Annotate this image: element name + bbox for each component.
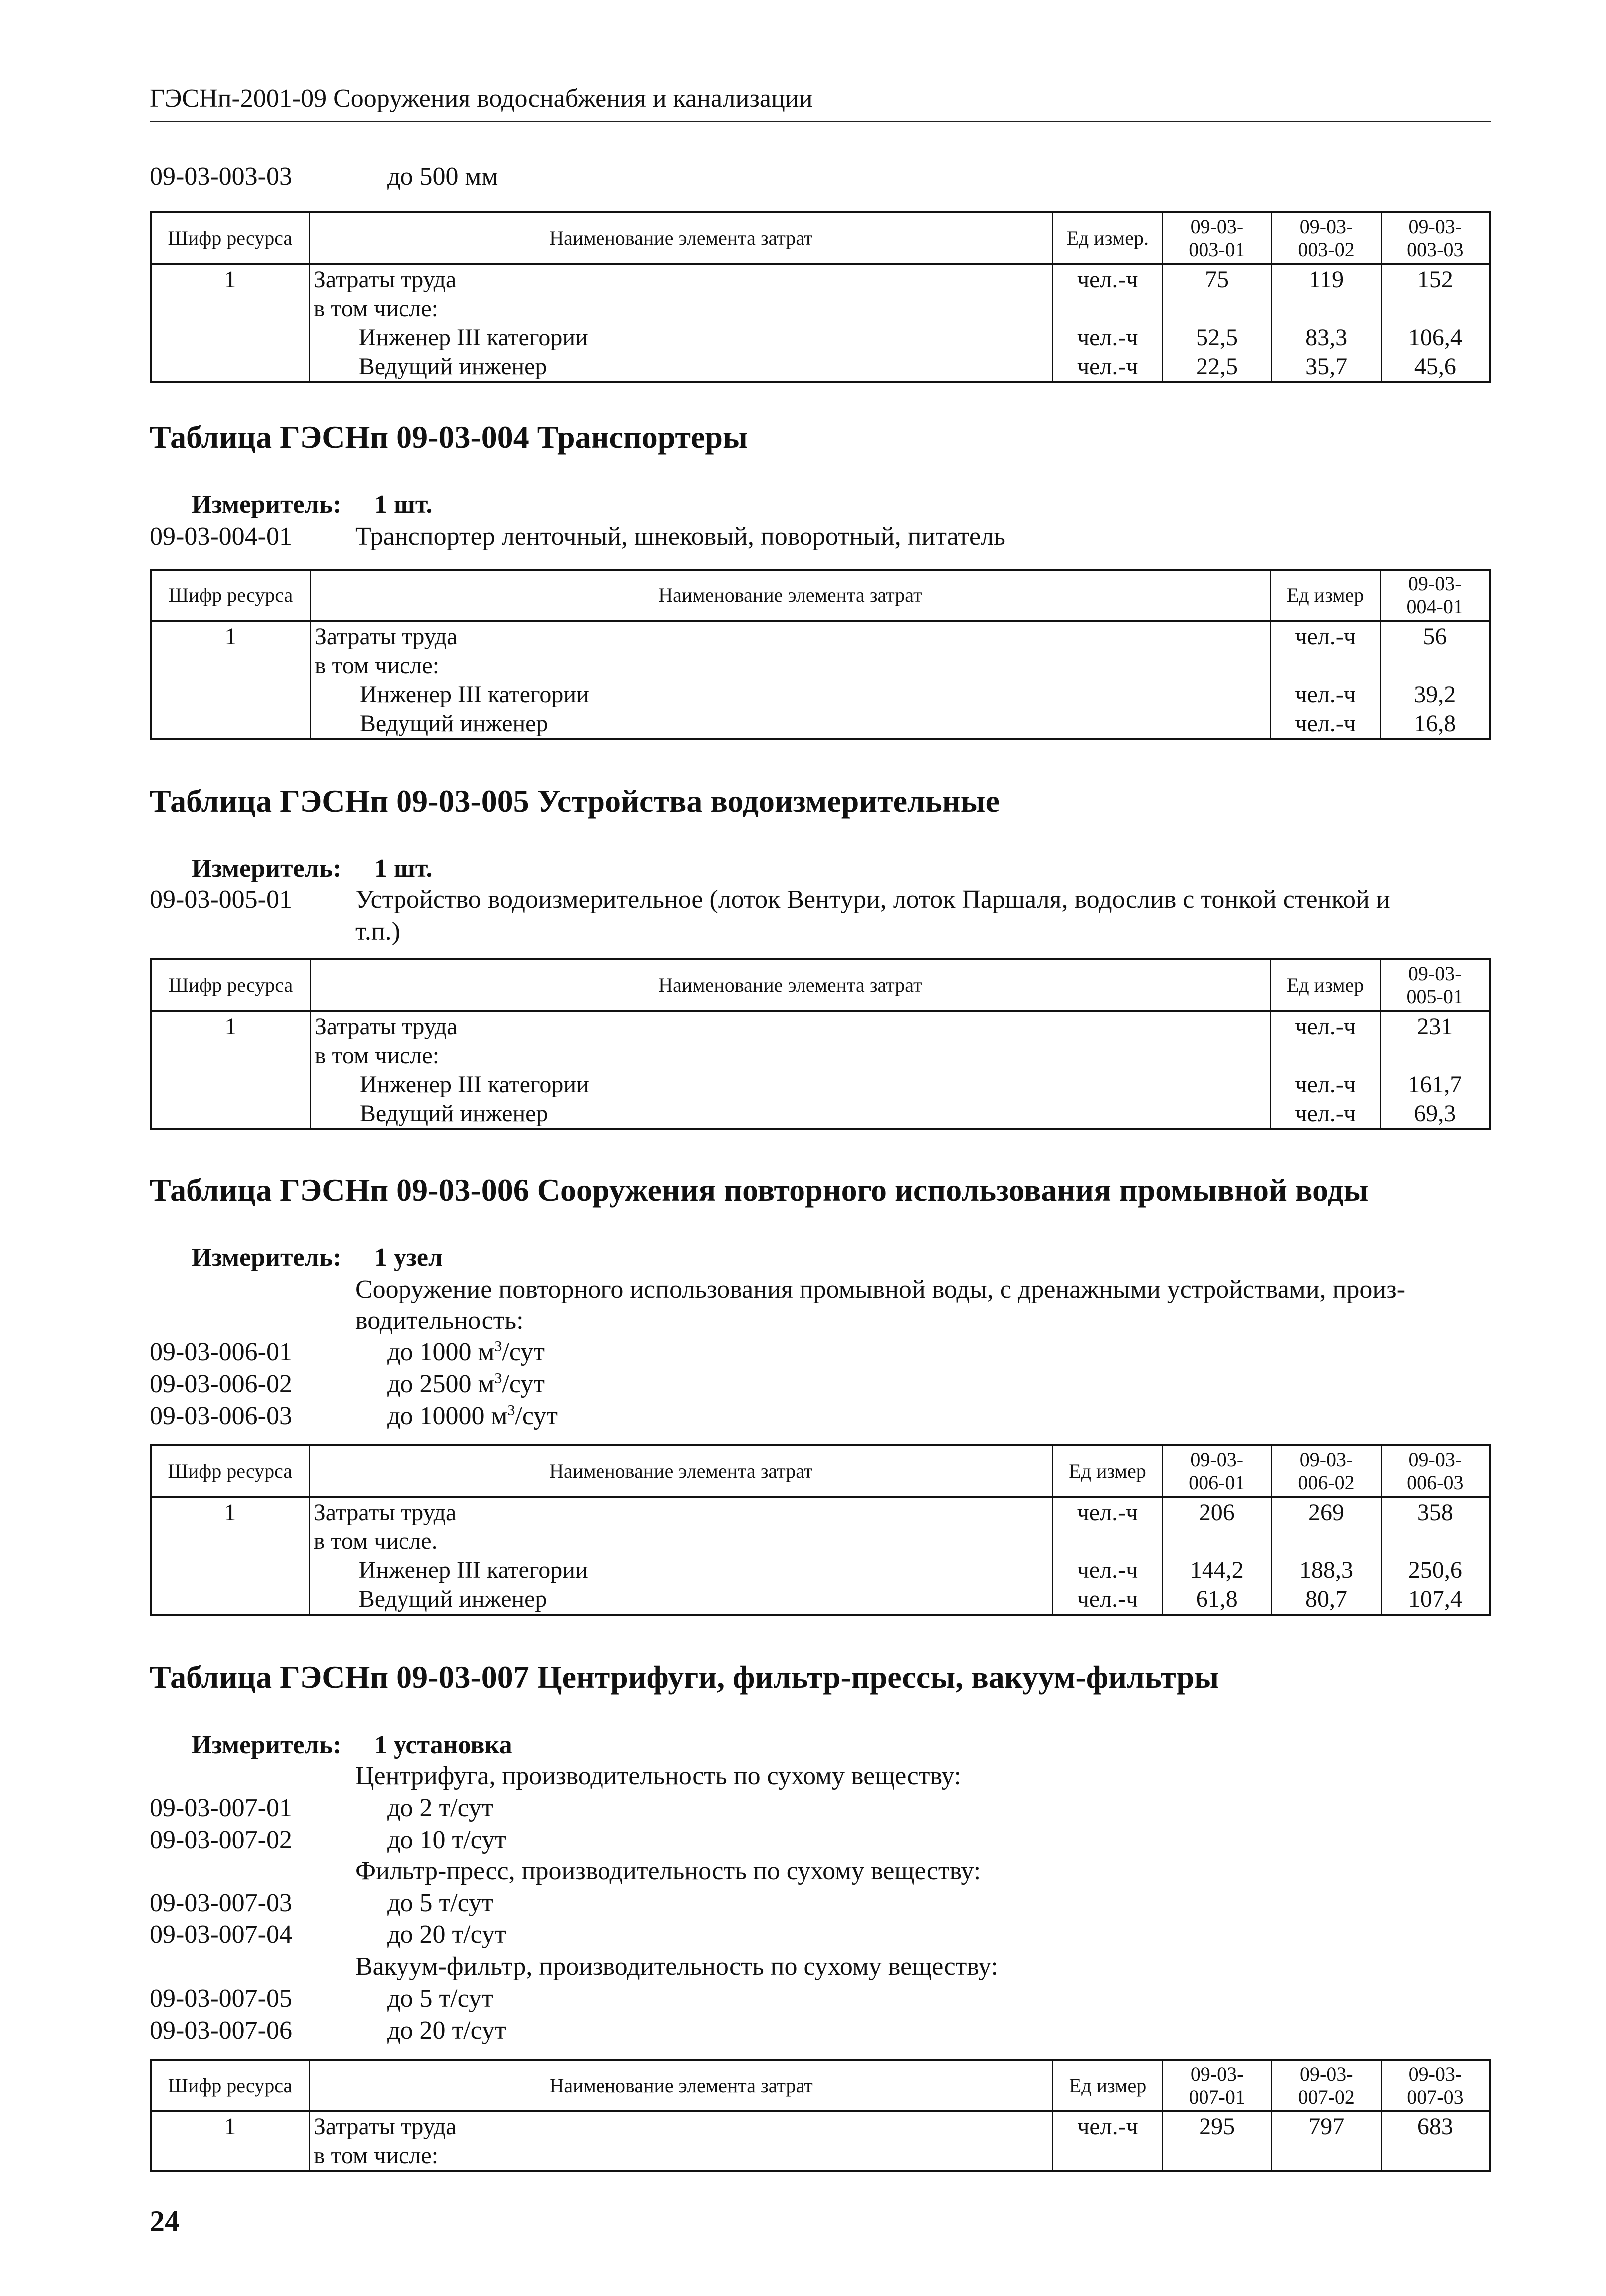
cell-value: 35,7 (1272, 352, 1381, 382)
item-text: до 2 т/сут (387, 1794, 493, 1822)
item-text: до 2500 $м^3$/сут (387, 1370, 545, 1398)
table-row (151, 709, 1490, 739)
row-label: Ведущий инженер (310, 709, 1270, 739)
item-text: до 20 т/сут (387, 1920, 506, 1949)
resource-code: 1 (151, 264, 309, 294)
col-header-norm: 09-03- 005-01 (1380, 959, 1490, 1011)
row-unit: чел.-ч (1270, 1099, 1381, 1129)
col-header-unit: Ед измер (1270, 570, 1381, 621)
item-text: т.п.) (355, 917, 400, 946)
col-header-norm: 09-03- 003-02 (1272, 212, 1381, 264)
cell-value: 144,2 (1162, 1556, 1271, 1585)
cell-value: 22,5 (1162, 352, 1271, 382)
row-label: Инженер III категории (310, 680, 1270, 709)
cell-value: 75 (1162, 264, 1271, 294)
meter-label: Измеритель: (192, 490, 342, 519)
cell-value: 69,3 (1380, 1099, 1490, 1129)
table-row (151, 1556, 1490, 1585)
running-header: ГЭСНп-2001-09 Сооружения водоснабжения и канализации (150, 84, 813, 113)
row-label: Инженер III категории (310, 1070, 1270, 1099)
cell-value: 52,5 (1162, 323, 1271, 352)
group-description: водительность: (355, 1306, 524, 1335)
cell-value: 161,7 (1380, 1070, 1490, 1099)
item-code: 09-03-007-02 (150, 1826, 292, 1854)
table-row (151, 1585, 1490, 1615)
cell-value: 80,7 (1271, 1585, 1381, 1615)
row-unit: чел.-ч (1270, 1011, 1381, 1041)
item-text: Транспортер ленточный, шнековый, поворотный, питатель (355, 522, 1005, 551)
cell-value: 250,6 (1381, 1556, 1490, 1585)
item-text: до 10000 $м^3$/сут (387, 1402, 558, 1430)
table-row (151, 294, 1490, 323)
col-header-code: Шифр ресурса (151, 212, 309, 264)
table-title: Таблица ГЭСНп 09-03-007 Центрифуги, фильтр-прессы, вакуум-фильтры (150, 1659, 1219, 1695)
row-unit: чел.-ч (1270, 621, 1381, 651)
group-label: Центрифуга, производительность по сухому веществу: (355, 1762, 961, 1790)
table-row (151, 680, 1490, 709)
col-header-unit: Ед измер. (1053, 212, 1162, 264)
row-unit: чел.-ч (1053, 1497, 1162, 1527)
cell-value: 152 (1381, 264, 1490, 294)
resource-code: 1 (151, 1497, 309, 1527)
cell-value: 45,6 (1381, 352, 1490, 382)
col-header-code: Шифр ресурса (151, 1445, 309, 1497)
meter-value: 1 шт. (374, 490, 433, 519)
cell-value: 106,4 (1381, 323, 1490, 352)
col-header-name: Наименование элемента затрат (310, 959, 1270, 1011)
row-unit: чел.-ч (1053, 1585, 1162, 1615)
resource-table-005 (150, 958, 1491, 1130)
item-text: до 5 т/сут (387, 1889, 493, 1917)
row-label: в том числе: (309, 2141, 1053, 2171)
resource-code: 1 (151, 2111, 309, 2141)
cell-value: 56 (1380, 621, 1490, 651)
cell-value: 269 (1271, 1497, 1381, 1527)
row-label: Затраты труда (309, 264, 1053, 294)
item-text: до 1000 $м^3$/сут (387, 1338, 545, 1366)
meter-value: 1 шт. (374, 854, 433, 883)
row-label: в том числе. (309, 1527, 1053, 1556)
group-label: Вакуум-фильтр, производительность по сухому веществу: (355, 1952, 998, 1981)
row-label: Ведущий инженер (310, 1099, 1270, 1129)
resource-table-006 (150, 1444, 1491, 1616)
col-header-name: Наименование элемента затрат (310, 570, 1270, 621)
item-text: до 500 мм (387, 162, 498, 191)
resource-table-003 (150, 211, 1491, 383)
table-title: Таблица ГЭСНп 09-03-004 Транспортеры (150, 419, 748, 455)
table-row (151, 651, 1490, 680)
cell-value: 231 (1380, 1011, 1490, 1041)
col-header-norm: 09-03- 007-03 (1381, 2060, 1490, 2111)
item-code: 09-03-007-05 (150, 1984, 292, 2013)
cell-value: 797 (1272, 2111, 1381, 2141)
col-header-code: Шифр ресурса (151, 2060, 309, 2111)
row-label: Затраты труда (310, 1011, 1270, 1041)
meter-label: Измеритель: (192, 1243, 342, 1272)
col-header-name: Наименование элемента затрат (309, 2060, 1053, 2111)
col-header-unit: Ед измер (1053, 1445, 1162, 1497)
col-header-norm: 09-03- 007-01 (1163, 2060, 1272, 2111)
table-row (151, 1099, 1490, 1129)
row-label: в том числе: (310, 651, 1270, 680)
row-unit: чел.-ч (1053, 2111, 1162, 2141)
cell-value: 206 (1162, 1497, 1271, 1527)
col-header-name: Наименование элемента затрат (309, 212, 1053, 264)
row-unit: чел.-ч (1053, 1556, 1162, 1585)
item-text: Устройство водоизмерительное (лоток Вентури, лоток Паршаля, водослив с тонкой стенкой и (355, 885, 1390, 914)
row-unit: чел.-ч (1053, 352, 1162, 382)
col-header-norm: 09-03- 006-02 (1271, 1445, 1381, 1497)
row-unit: чел.-ч (1270, 680, 1381, 709)
col-header-unit: Ед измер (1053, 2060, 1162, 2111)
col-header-norm: 09-03- 003-03 (1381, 212, 1490, 264)
row-label: в том числе: (310, 1041, 1270, 1070)
row-unit: чел.-ч (1270, 709, 1381, 739)
table-row (151, 323, 1490, 352)
table-title: Таблица ГЭСНп 09-03-005 Устройства водоизмерительные (150, 783, 1000, 819)
row-label: Затраты труда (309, 2111, 1053, 2141)
meter-value: 1 узел (374, 1243, 443, 1272)
page-number: 24 (150, 2205, 180, 2238)
table-row (151, 264, 1490, 294)
item-code: 09-03-003-03 (150, 162, 292, 191)
table-row (151, 1011, 1490, 1041)
item-text: до 20 т/сут (387, 2016, 506, 2045)
col-header-norm: 09-03- 004-01 (1380, 570, 1490, 621)
table-row (151, 1527, 1490, 1556)
table-row (151, 2141, 1490, 2171)
col-header-norm: 09-03- 003-01 (1162, 212, 1271, 264)
resource-code: 1 (151, 621, 310, 651)
row-unit: чел.-ч (1270, 1070, 1381, 1099)
cell-value: 358 (1381, 1497, 1490, 1527)
item-text: до 5 т/сут (387, 1984, 493, 2013)
resource-table-007 (150, 2059, 1491, 2172)
row-label: Затраты труда (309, 1497, 1053, 1527)
header-rule (150, 121, 1491, 122)
cell-value: 107,4 (1381, 1585, 1490, 1615)
table-row (151, 2111, 1490, 2141)
item-text: до 10 т/сут (387, 1826, 506, 1854)
col-header-code: Шифр ресурса (151, 570, 310, 621)
cell-value: 39,2 (1380, 680, 1490, 709)
table-title: Таблица ГЭСНп 09-03-006 Сооружения повторного использования промывной воды (150, 1172, 1369, 1208)
group-description: Сооружение повторного использования промывной воды, с дренажными устройствами, произ- (355, 1275, 1405, 1304)
item-code: 09-03-006-01 (150, 1338, 292, 1366)
item-code: 09-03-007-04 (150, 1920, 292, 1949)
meter-value: 1 установка (374, 1731, 512, 1759)
col-header-norm: 09-03- 006-01 (1162, 1445, 1271, 1497)
meter-label: Измеритель: (192, 854, 342, 883)
meter-label: Измеритель: (192, 1731, 342, 1759)
cell-value: 119 (1272, 264, 1381, 294)
group-label: Фильтр-пресс, производительность по сухому веществу: (355, 1857, 981, 1885)
item-code: 09-03-006-03 (150, 1402, 292, 1430)
row-label: Ведущий инженер (309, 352, 1053, 382)
row-label: Ведущий инженер (309, 1585, 1053, 1615)
item-code: 09-03-007-06 (150, 2016, 292, 2045)
table-row (151, 1497, 1490, 1527)
row-label: Затраты труда (310, 621, 1270, 651)
item-code: 09-03-007-01 (150, 1794, 292, 1822)
row-label: Инженер III категории (309, 1556, 1053, 1585)
row-unit: чел.-ч (1053, 323, 1162, 352)
col-header-norm: 09-03- 007-02 (1272, 2060, 1381, 2111)
item-code: 09-03-006-02 (150, 1370, 292, 1398)
row-unit: чел.-ч (1053, 264, 1162, 294)
item-code: 09-03-004-01 (150, 522, 292, 551)
cell-value: 16,8 (1380, 709, 1490, 739)
item-code: 09-03-007-03 (150, 1889, 292, 1917)
cell-value: 295 (1163, 2111, 1272, 2141)
table-row (151, 1070, 1490, 1099)
resource-table-004 (150, 569, 1491, 740)
table-row (151, 352, 1490, 382)
item-code: 09-03-005-01 (150, 885, 292, 914)
resource-code: 1 (151, 1011, 310, 1041)
row-label: Инженер III категории (309, 323, 1053, 352)
table-row (151, 1041, 1490, 1070)
col-header-name: Наименование элемента затрат (309, 1445, 1053, 1497)
table-row (151, 621, 1490, 651)
row-label: в том числе: (309, 294, 1053, 323)
col-header-unit: Ед измер (1270, 959, 1381, 1011)
cell-value: 61,8 (1162, 1585, 1271, 1615)
cell-value: 188,3 (1271, 1556, 1381, 1585)
col-header-code: Шифр ресурса (151, 959, 310, 1011)
cell-value: 683 (1381, 2111, 1490, 2141)
cell-value: 83,3 (1272, 323, 1381, 352)
col-header-norm: 09-03- 006-03 (1381, 1445, 1490, 1497)
